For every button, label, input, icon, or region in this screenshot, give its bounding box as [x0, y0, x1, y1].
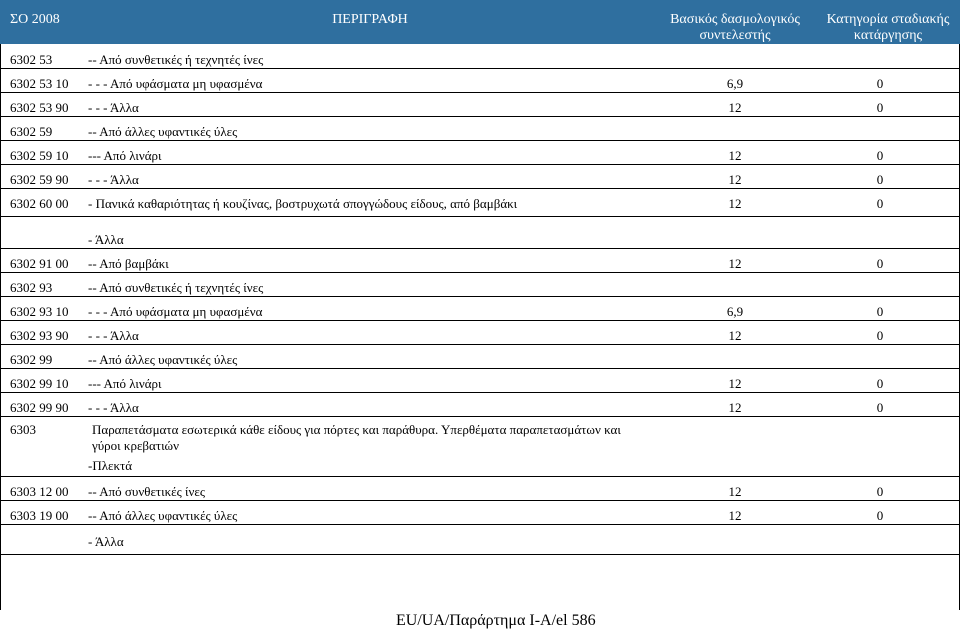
- cell-code: 6303 19 00: [10, 508, 69, 523]
- cell-description: --- Από λινάρι: [88, 376, 162, 391]
- cell-rate: 12: [728, 100, 742, 115]
- cell-rate: 6,9: [726, 304, 744, 319]
- table-row: [0, 296, 960, 321]
- header-so: ΣΟ 2008: [10, 12, 60, 27]
- cell-category: 0: [876, 172, 884, 187]
- table-row: [0, 140, 960, 165]
- table-row: [0, 216, 960, 249]
- cell-category: 0: [876, 376, 884, 391]
- cell-code: 6302 99: [10, 352, 53, 367]
- table-row: [0, 68, 960, 93]
- cell-category: 0: [876, 508, 884, 523]
- cell-description: - Πανικά καθαριότητας ή κουζίνας, βοστρυχωτά σπογγώδους είδους, από βαμβάκι: [88, 196, 518, 211]
- table-row: [0, 92, 960, 117]
- table-row: [0, 392, 960, 417]
- cell-description: - Άλλα: [88, 232, 124, 247]
- table-row: [0, 368, 960, 393]
- cell-description: -- Από άλλες υφαντικές ύλες: [88, 508, 238, 523]
- table-row: [0, 452, 960, 477]
- cell-code: 6303: [10, 422, 36, 437]
- cell-category: 0: [876, 484, 884, 499]
- cell-rate: 6,9: [726, 76, 744, 91]
- cell-description: -Πλεκτά: [88, 458, 133, 473]
- table-header: [0, 0, 960, 44]
- table-row: [0, 524, 960, 555]
- cell-rate: 12: [728, 328, 742, 343]
- cell-description: - - - Άλλα: [88, 400, 139, 415]
- cell-rate: 12: [728, 508, 742, 523]
- cell-description: - - - Άλλα: [88, 100, 139, 115]
- header-description: ΠΕΡΙΓΡΑΦΗ: [332, 12, 408, 27]
- cell-code: 6302 93 10: [10, 304, 69, 319]
- cell-description: - - - Από υφάσματα μη υφασμένα: [88, 304, 263, 319]
- cell-code: 6302 53 10: [10, 76, 69, 91]
- cell-category: 0: [876, 256, 884, 271]
- cell-description: -- Από συνθετικές ή τεχνητές ίνες: [88, 52, 264, 67]
- cell-description: - Άλλα: [88, 534, 124, 549]
- cell-rate: 12: [728, 172, 742, 187]
- cell-category: 0: [876, 100, 884, 115]
- cell-code: 6302 59 10: [10, 148, 69, 163]
- cell-category: 0: [876, 76, 884, 91]
- cell-description: -- Από άλλες υφαντικές ύλες: [88, 352, 238, 367]
- cell-code: 6302 53 90: [10, 100, 69, 115]
- cell-rate: 12: [728, 148, 742, 163]
- cell-description: -- Από συνθετικές ή τεχνητές ίνες: [88, 280, 264, 295]
- cell-category: 0: [876, 148, 884, 163]
- table-row: [0, 476, 960, 501]
- cell-description: - - - Άλλα: [88, 172, 139, 187]
- cell-code: 6302 93: [10, 280, 53, 295]
- cell-code: 6302 99 10: [10, 376, 69, 391]
- cell-code: 6302 53: [10, 52, 53, 67]
- cell-rate: 12: [728, 376, 742, 391]
- cell-category: 0: [876, 328, 884, 343]
- cell-description: Παραπετάσματα εσωτερικά κάθε είδους για πόρτες και παράθυρα. Υπερθέματα παραπετασμάτων και γύροι κρεβατιών: [92, 422, 621, 453]
- cell-category: 0: [876, 304, 884, 319]
- cell-code: 6302 59 90: [10, 172, 69, 187]
- cell-category: 0: [876, 400, 884, 415]
- table-row: [0, 320, 960, 345]
- cell-code: 6302 99 90: [10, 400, 69, 415]
- cell-code: 6302 91 00: [10, 256, 69, 271]
- cell-rate: 12: [728, 196, 742, 211]
- cell-code: 6303 12 00: [10, 484, 69, 499]
- table-row: [0, 116, 960, 141]
- cell-description: - - - Από υφάσματα μη υφασμένα: [88, 76, 263, 91]
- cell-rate: 12: [728, 400, 742, 415]
- table-row: [0, 272, 960, 297]
- table-row: [0, 248, 960, 273]
- table-row: [0, 416, 960, 452]
- cell-description: -- Από συνθετικές ίνες: [88, 484, 206, 499]
- cell-category: 0: [876, 196, 884, 211]
- table-row: [0, 344, 960, 369]
- cell-code: 6302 93 90: [10, 328, 69, 343]
- cell-description: - - - Άλλα: [88, 328, 139, 343]
- table-row: [0, 188, 960, 217]
- cell-code: 6302 60 00: [10, 196, 69, 211]
- header-base-rate: Βασικός δασμολογικός συντελεστής: [670, 12, 800, 43]
- header-category: Κατηγορία σταδιακής κατάργησης: [826, 12, 950, 43]
- table-row: [0, 164, 960, 189]
- cell-description: -- Από άλλες υφαντικές ύλες: [88, 124, 238, 139]
- cell-description: --- Από λινάρι: [88, 148, 162, 163]
- table-row: [0, 500, 960, 525]
- cell-code: 6302 59: [10, 124, 53, 139]
- page-footer: EU/UA/Παράρτημα I-A/el 586: [396, 612, 596, 629]
- cell-rate: 12: [728, 256, 742, 271]
- cell-rate: 12: [728, 484, 742, 499]
- cell-description: -- Από βαμβάκι: [88, 256, 169, 271]
- table-row: [0, 44, 960, 69]
